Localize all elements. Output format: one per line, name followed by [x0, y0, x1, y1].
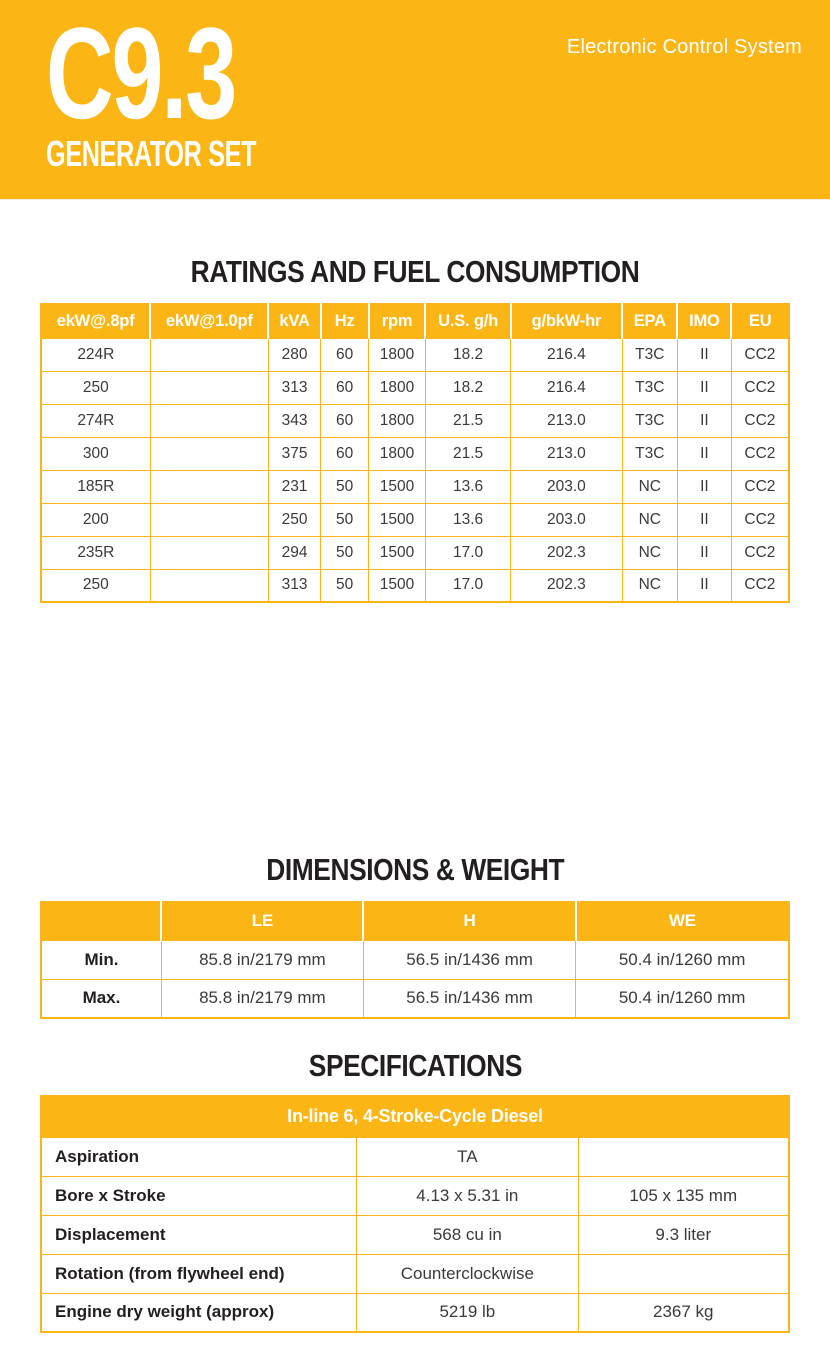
table-cell: 2367 kg [578, 1293, 789, 1332]
table-cell: II [677, 536, 731, 569]
table-cell: 5219 lb [357, 1293, 578, 1332]
table-cell: 60 [321, 338, 369, 371]
table-row [41, 1254, 789, 1293]
table-cell: CC2 [731, 503, 789, 536]
table-cell: 50 [321, 470, 369, 503]
table-cell: 213.0 [511, 404, 622, 437]
column-header [41, 902, 161, 940]
table-cell: 300 [41, 437, 150, 470]
table-cell: 60 [321, 404, 369, 437]
table-cell: NC [622, 569, 677, 602]
table-cell: NC [622, 536, 677, 569]
table-cell: II [677, 371, 731, 404]
column-header: Hz [321, 304, 369, 338]
table-cell: 216.4 [511, 371, 622, 404]
specifications-table [40, 1095, 790, 1333]
column-header: WE [576, 902, 789, 940]
table-cell: 216.4 [511, 338, 622, 371]
ratings-body [41, 338, 789, 602]
table-cell: 21.5 [425, 404, 510, 437]
specifications-section-title [0, 1050, 830, 1081]
table-cell [578, 1254, 789, 1293]
table-cell: 21.5 [425, 437, 510, 470]
table-cell: 213.0 [511, 437, 622, 470]
column-header: ekW@.8pf [41, 304, 150, 338]
table-cell: 56.5 in/1436 mm [363, 979, 575, 1018]
table-cell: 274R [41, 404, 150, 437]
table-cell: T3C [622, 437, 677, 470]
table-cell: 250 [41, 569, 150, 602]
table-cell: 60 [321, 371, 369, 404]
ratings-header-row [41, 304, 789, 338]
model-title: C9.3 [46, 0, 236, 146]
table-cell: CC2 [731, 536, 789, 569]
table-cell: 4.13 x 5.31 in [357, 1176, 578, 1215]
table-cell: 185R [41, 470, 150, 503]
table-cell: NC [622, 470, 677, 503]
table-cell: T3C [622, 338, 677, 371]
ratings-title-text: RATINGS AND FUEL CONSUMPTION [190, 254, 640, 289]
table-row [41, 503, 789, 536]
table-cell: 250 [41, 371, 150, 404]
table-cell [150, 437, 268, 470]
table-cell: 280 [268, 338, 320, 371]
table-cell: 231 [268, 470, 320, 503]
table-cell: 50 [321, 536, 369, 569]
table-cell: 200 [41, 503, 150, 536]
table-cell: 235R [41, 536, 150, 569]
table-cell: 56.5 in/1436 mm [363, 940, 575, 979]
header-banner [0, 0, 830, 200]
table-cell: 1500 [369, 470, 426, 503]
column-header: ekW@1.0pf [150, 304, 268, 338]
table-cell: Bore x Stroke [41, 1176, 357, 1215]
table-cell: Counterclockwise [357, 1254, 578, 1293]
table-cell: TA [357, 1137, 578, 1176]
table-cell: 1800 [369, 371, 426, 404]
table-cell: II [677, 437, 731, 470]
table-cell: 203.0 [511, 503, 622, 536]
table-cell: 202.3 [511, 569, 622, 602]
table-cell: 60 [321, 437, 369, 470]
specifications-header-row [41, 1096, 789, 1137]
table-cell: II [677, 503, 731, 536]
table-cell: 17.0 [425, 536, 510, 569]
table-cell: CC2 [731, 470, 789, 503]
table-cell [150, 470, 268, 503]
table-cell [150, 503, 268, 536]
table-cell: 250 [268, 503, 320, 536]
column-header: H [363, 902, 575, 940]
dimensions-header-row [41, 902, 789, 940]
table-cell: 50.4 in/1260 mm [576, 979, 789, 1018]
table-row [41, 338, 789, 371]
table-cell: 1800 [369, 404, 426, 437]
table-cell: 203.0 [511, 470, 622, 503]
table-cell: 50.4 in/1260 mm [576, 940, 789, 979]
table-cell: 224R [41, 338, 150, 371]
table-row [41, 1176, 789, 1215]
table-row [41, 940, 789, 979]
table-cell: 18.2 [425, 338, 510, 371]
table-row [41, 470, 789, 503]
table-cell: 85.8 in/2179 mm [161, 940, 363, 979]
dimensions-section-title [0, 854, 830, 885]
table-cell: 294 [268, 536, 320, 569]
table-cell: 202.3 [511, 536, 622, 569]
table-cell: 50 [321, 569, 369, 602]
table-cell: 343 [268, 404, 320, 437]
table-cell: 85.8 in/2179 mm [161, 979, 363, 1018]
column-header: kVA [268, 304, 320, 338]
table-cell [150, 404, 268, 437]
column-header: g/bkW-hr [511, 304, 622, 338]
table-row [41, 979, 789, 1018]
table-cell: 50 [321, 503, 369, 536]
table-cell: CC2 [731, 371, 789, 404]
table-cell: CC2 [731, 437, 789, 470]
table-cell: T3C [622, 371, 677, 404]
table-row [41, 536, 789, 569]
engine-type-header: In-line 6, 4-Stroke-Cycle Diesel [41, 1096, 789, 1137]
table-cell [578, 1137, 789, 1176]
table-cell: Displacement [41, 1215, 357, 1254]
table-cell: 9.3 liter [578, 1215, 789, 1254]
table-cell: CC2 [731, 569, 789, 602]
table-row [41, 1137, 789, 1176]
table-cell: 13.6 [425, 503, 510, 536]
dimensions-body [41, 940, 789, 1018]
table-cell: 17.0 [425, 569, 510, 602]
table-cell: CC2 [731, 404, 789, 437]
table-cell: 1800 [369, 338, 426, 371]
table-cell [150, 338, 268, 371]
table-cell: 1800 [369, 437, 426, 470]
table-cell [150, 569, 268, 602]
ratings-section-title [0, 256, 830, 287]
table-cell: CC2 [731, 338, 789, 371]
table-cell [150, 371, 268, 404]
dimensions-table [40, 901, 790, 1019]
table-cell: II [677, 338, 731, 371]
table-cell: 568 cu in [357, 1215, 578, 1254]
table-cell: Aspiration [41, 1137, 357, 1176]
column-header: EPA [622, 304, 677, 338]
table-row [41, 437, 789, 470]
column-header: EU [731, 304, 789, 338]
table-cell: II [677, 569, 731, 602]
dimensions-title-text: DIMENSIONS & WEIGHT [266, 852, 564, 887]
table-cell: Max. [41, 979, 161, 1018]
control-system-tagline: Electronic Control System [566, 36, 802, 58]
table-cell: NC [622, 503, 677, 536]
table-cell: 1500 [369, 503, 426, 536]
table-row [41, 569, 789, 602]
table-cell: 375 [268, 437, 320, 470]
table-cell: 313 [268, 569, 320, 602]
column-header: U.S. g/h [425, 304, 510, 338]
table-cell: Min. [41, 940, 161, 979]
table-cell: 1500 [369, 569, 426, 602]
table-cell: 18.2 [425, 371, 510, 404]
ratings-table [40, 303, 790, 603]
column-header: rpm [369, 304, 426, 338]
generator-set-subtitle: GENERATOR SET [46, 133, 257, 174]
table-cell [150, 536, 268, 569]
table-row [41, 404, 789, 437]
column-header: LE [161, 902, 363, 940]
specifications-title-text: SPECIFICATIONS [308, 1048, 522, 1083]
table-cell: T3C [622, 404, 677, 437]
table-cell: 105 x 135 mm [578, 1176, 789, 1215]
table-cell: 313 [268, 371, 320, 404]
column-header: IMO [677, 304, 731, 338]
table-row [41, 371, 789, 404]
table-cell: 13.6 [425, 470, 510, 503]
table-cell: Rotation (from flywheel end) [41, 1254, 357, 1293]
table-cell: 1500 [369, 536, 426, 569]
table-row [41, 1215, 789, 1254]
table-row [41, 1293, 789, 1332]
table-cell: II [677, 470, 731, 503]
table-cell: II [677, 404, 731, 437]
specifications-body [41, 1137, 789, 1332]
table-cell: Engine dry weight (approx) [41, 1293, 357, 1332]
